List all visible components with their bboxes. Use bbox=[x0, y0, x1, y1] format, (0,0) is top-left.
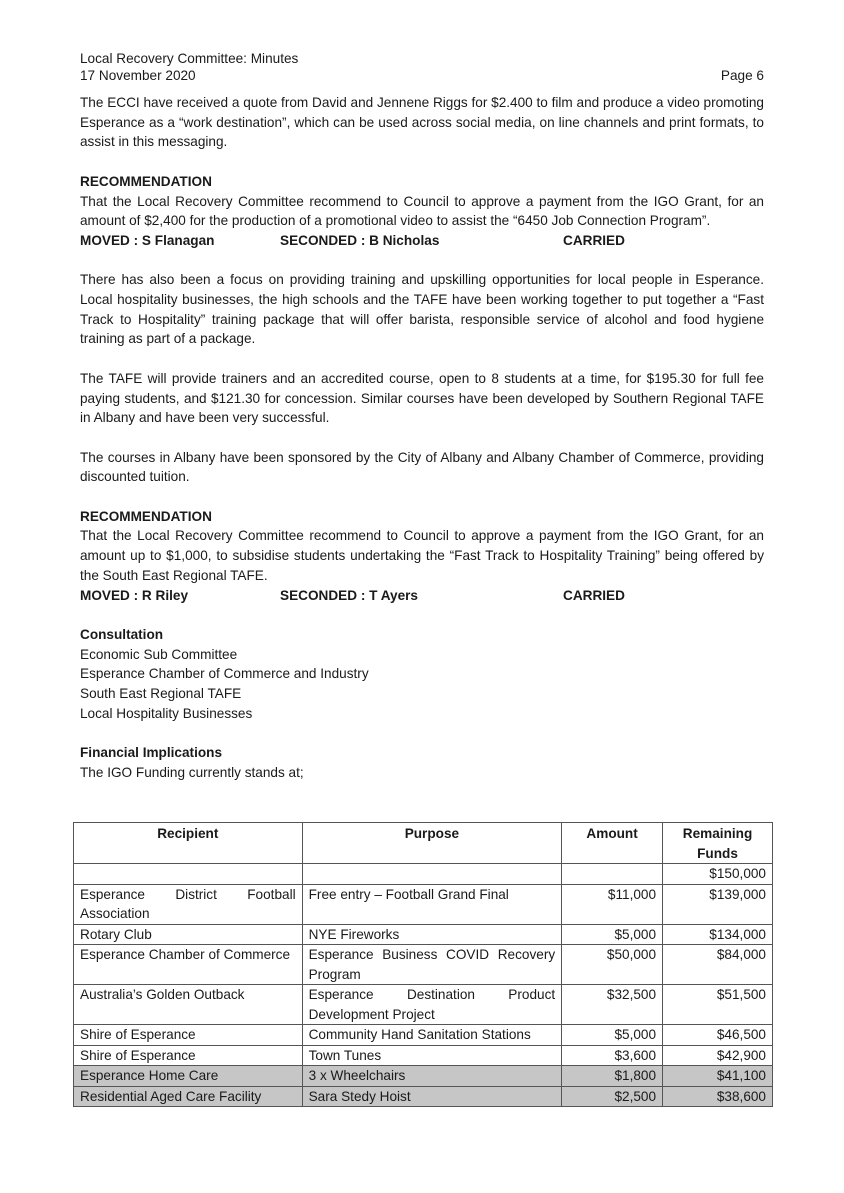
amount-cell: $2,500 bbox=[562, 1086, 663, 1107]
meeting-date: 17 November 2020 bbox=[80, 68, 196, 83]
recipient-cell: Shire of Esperance bbox=[74, 1025, 303, 1046]
igo-funding-table bbox=[73, 822, 773, 1107]
purpose-cell: NYE Fireworks bbox=[302, 924, 562, 945]
purpose-cell: Esperance Destination Product Development Project bbox=[302, 985, 562, 1025]
recipient-cell: Esperance Chamber of Commerce bbox=[74, 945, 303, 985]
remaining-cell: $150,000 bbox=[663, 864, 773, 885]
motion-line bbox=[80, 586, 764, 606]
opening-balance-row bbox=[74, 864, 773, 885]
consultation-item: Esperance Chamber of Commerce and Industry bbox=[80, 666, 369, 682]
amount-cell: $50,000 bbox=[562, 945, 663, 985]
paragraph-video-quote: The ECCI have received a quote from David and Jennene Riggs for $2.400 to film and produce a video promoting Esperance as a “work destination”, which can be used across social media, on line channels and print formats, to assist in this messaging. bbox=[80, 95, 764, 150]
seconded-by: SECONDED : B Nicholas bbox=[280, 232, 440, 248]
remaining-cell: $46,500 bbox=[663, 1025, 773, 1046]
remaining-cell: $84,000 bbox=[663, 945, 773, 985]
column-header: Purpose bbox=[302, 823, 562, 864]
recommendation-heading: RECOMMENDATION bbox=[80, 173, 212, 189]
table-row bbox=[74, 1045, 773, 1066]
amount-cell: $3,600 bbox=[562, 1045, 663, 1066]
motion-result: CARRIED bbox=[563, 232, 625, 248]
purpose-cell: Free entry – Football Grand Final bbox=[302, 884, 562, 924]
column-header: Recipient bbox=[74, 823, 303, 864]
moved-by: MOVED : R Riley bbox=[80, 587, 189, 603]
table-row bbox=[74, 884, 773, 924]
column-header: Remaining Funds bbox=[663, 823, 773, 864]
paragraph-albany: The courses in Albany have been sponsored by the City of Albany and Albany Chamber of Commerce, providing discounted tuition. bbox=[80, 449, 764, 485]
remaining-cell: $51,500 bbox=[663, 985, 773, 1025]
purpose-cell: Esperance Business COVID Recovery Program bbox=[302, 945, 562, 985]
purpose-cell: Town Tunes bbox=[302, 1045, 562, 1066]
page-number: Page 6 bbox=[720, 68, 764, 83]
table-row bbox=[74, 945, 773, 985]
purpose-cell: Sara Stedy Hoist bbox=[302, 1086, 562, 1107]
recipient-cell: Rotary Club bbox=[74, 924, 303, 945]
column-header: Amount bbox=[562, 823, 663, 864]
motion-line bbox=[80, 231, 764, 251]
moved-by: MOVED : S Flanagan bbox=[80, 232, 215, 248]
table-row-highlighted bbox=[74, 1086, 773, 1107]
remaining-cell: $42,900 bbox=[663, 1045, 773, 1066]
recipient-cell: Shire of Esperance bbox=[74, 1045, 303, 1066]
table-row bbox=[74, 1025, 773, 1046]
table-row-highlighted bbox=[74, 1066, 773, 1087]
amount-cell: $32,500 bbox=[562, 985, 663, 1025]
consultation-heading: Consultation bbox=[80, 626, 164, 642]
consultation-item: Economic Sub Committee bbox=[80, 646, 238, 662]
recipient-cell: Australia’s Golden Outback bbox=[74, 985, 303, 1025]
recipient-cell: Residential Aged Care Facility bbox=[74, 1086, 303, 1107]
recipient-cell: Esperance Home Care bbox=[74, 1066, 303, 1087]
recommendation-heading: RECOMMENDATION bbox=[80, 508, 212, 524]
recommendation-text: That the Local Recovery Committee recommend to Council to approve a payment from the IGO Grant, for an amount of $2,400 for the production of a promotional video to assist the “6450 Job Connection Program”. bbox=[80, 193, 764, 229]
amount-cell: $1,800 bbox=[562, 1066, 663, 1087]
seconded-by: SECONDED : T Ayers bbox=[280, 587, 418, 603]
amount-cell: $5,000 bbox=[562, 1025, 663, 1046]
paragraph-tafe: The TAFE will provide trainers and an accredited course, open to 8 students at a time, for $195.30 for full fee paying students, and $121.30 for concession. Similar courses have been developed by Southern Regional TAFE in Albany and have been very successful. bbox=[80, 370, 764, 426]
page-header bbox=[80, 50, 764, 84]
financial-heading: Financial Implications bbox=[80, 745, 223, 761]
remaining-cell: $41,100 bbox=[663, 1066, 773, 1087]
remaining-cell: $38,600 bbox=[663, 1086, 773, 1107]
table-row bbox=[74, 985, 773, 1025]
table-row bbox=[74, 924, 773, 945]
purpose-cell: Community Hand Sanitation Stations bbox=[302, 1025, 562, 1046]
motion-result: CARRIED bbox=[563, 587, 625, 603]
consultation-item: South East Regional TAFE bbox=[80, 686, 242, 701]
recipient-cell: Esperance District Football Association bbox=[74, 884, 303, 924]
amount-cell: $11,000 bbox=[562, 884, 663, 924]
remaining-cell: $139,000 bbox=[663, 884, 773, 924]
table-header-row bbox=[74, 823, 773, 864]
document-title: Local Recovery Committee: Minutes bbox=[80, 51, 299, 66]
amount-cell: $5,000 bbox=[562, 924, 663, 945]
purpose-cell: 3 x Wheelchairs bbox=[302, 1066, 562, 1087]
recommendation-text: That the Local Recovery Committee recommend to Council to approve a payment from the IGO Grant, for an amount up to $1,000, to subsidise students undertaking the “Fast Track to Hospitality Training” being offered by the South East Regional TAFE. bbox=[80, 528, 764, 583]
financial-text: The IGO Funding currently stands at; bbox=[80, 764, 304, 780]
paragraph-training: There has also been a focus on providing training and upskilling opportunities for local people in Esperance. Local hospitality businesses, the high schools and the TAFE have been working together to put together a “Fast Track to Hospitality” training package that will offer barista, responsible service of alcohol and food hygiene training as part of a package. bbox=[80, 272, 764, 347]
remaining-cell: $134,000 bbox=[663, 924, 773, 945]
consultation-item: Local Hospitality Businesses bbox=[80, 705, 253, 721]
document-body bbox=[80, 93, 764, 783]
